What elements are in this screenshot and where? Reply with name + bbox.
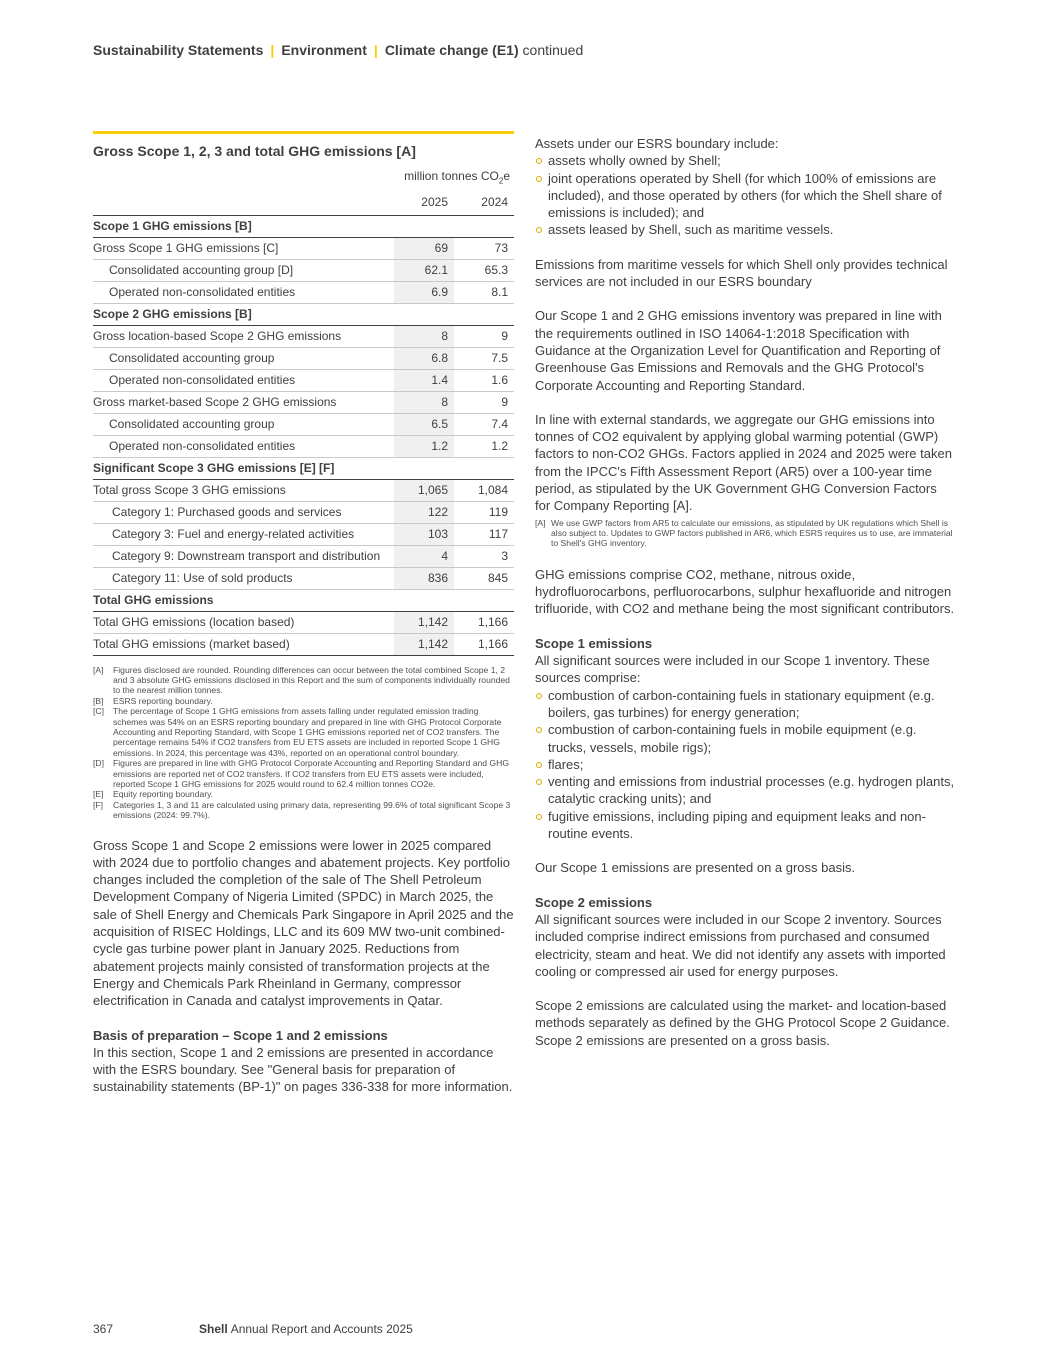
scope2-methods-paragraph: Scope 2 emissions are calculated using the market- and location-based methods separately as defined by the GHG Protocol Scope 2 Guidance. Scope 2 emissions are presented on a gross basis. <box>535 998 950 1048</box>
scope1-sources-list <box>535 687 955 843</box>
table-row <box>93 545 514 567</box>
breadcrumb-continued: continued <box>522 42 584 58</box>
table-row <box>93 391 514 413</box>
value-2025: 1.4 <box>394 369 454 391</box>
value-2025 <box>394 215 454 237</box>
table-row <box>93 501 514 523</box>
value-2025: 4 <box>394 545 454 567</box>
row-label: Total gross Scope 3 GHG emissions <box>93 479 394 501</box>
value-2025: 1.2 <box>394 435 454 457</box>
row-label: Consolidated accounting group [D] <box>93 259 394 281</box>
value-2024: 9 <box>454 325 514 347</box>
row-label: Category 11: Use of sold products <box>93 567 394 589</box>
list-item: combustion of carbon-containing fuels in mobile equipment (e.g. trucks, vessels, mobile rigs); <box>535 721 955 756</box>
value-2024: 3 <box>454 545 514 567</box>
ghg-emissions-table <box>93 163 514 656</box>
value-2025: 836 <box>394 567 454 589</box>
row-label: Total GHG emissions (location based) <box>93 611 394 633</box>
breadcrumb-climate-change[interactable]: Climate change (E1) <box>384 42 519 58</box>
basis-heading: Basis of preparation – Scope 1 and 2 emissions <box>93 1027 388 1043</box>
value-2025: 8 <box>394 325 454 347</box>
scope2-heading: Scope 2 emissions <box>535 894 653 910</box>
table-section-row <box>93 589 514 611</box>
value-2024: 73 <box>454 237 514 259</box>
table-row <box>93 237 514 259</box>
value-2024: 119 <box>454 501 514 523</box>
row-label: Gross Scope 1 GHG emissions [C] <box>93 237 394 259</box>
basis-paragraph: In this section, Scope 1 and 2 emissions are presented in accordance with the ESRS boundary. See "General basis for preparation of sustainability statements (BP-1)" on pages 336-338 for more information. <box>93 1044 513 1095</box>
row-label: Operated non-consolidated entities <box>93 281 394 303</box>
row-label: Operated non-consolidated entities <box>93 369 394 391</box>
list-item: assets wholly owned by Shell; <box>535 152 955 169</box>
breadcrumb-separator: | <box>270 42 275 58</box>
table-row <box>93 435 514 457</box>
value-2025 <box>394 457 454 479</box>
inventory-paragraph: Our Scope 1 and 2 GHG emissions inventory was prepared in line with the requirements outlined in ISO 14064-1:2018 Specification with Guidance at the Organization Level for Quantification and Reporting of Greenhouse Gas Emissions and Removals and the GHG Protocol's Corporate Accounting and Reporting Standard. <box>535 308 942 393</box>
left-body <box>93 837 514 1096</box>
value-2025: 1,065 <box>394 479 454 501</box>
row-label: Category 1: Purchased goods and services <box>93 501 394 523</box>
value-2024: 1,166 <box>454 611 514 633</box>
value-2025: 6.5 <box>394 413 454 435</box>
value-2024: 1,166 <box>454 633 514 655</box>
value-2024: 8.1 <box>454 281 514 303</box>
value-2025: 8 <box>394 391 454 413</box>
row-label: Significant Scope 3 GHG emissions [E] [F] <box>93 457 394 479</box>
list-item: combustion of carbon-containing fuels in stationary equipment (e.g. boilers, gas turbines) for energy generation; <box>535 687 955 722</box>
note-b: [B] ESRS reporting boundary. <box>93 695 213 706</box>
value-2024: 1,084 <box>454 479 514 501</box>
table-section-row <box>93 303 514 325</box>
value-2024: 65.3 <box>454 259 514 281</box>
gwp-footnote: [A] We use GWP factors from AR5 to calculate our emissions, as stipulated by UK regulations which Shell is also subject to. Updates to GWP factors published in AR6, which ESRS requires us to use, are immaterial to Shell's GHG inventory. <box>535 517 953 549</box>
value-2025: 103 <box>394 523 454 545</box>
value-2024: 1.6 <box>454 369 514 391</box>
value-2024 <box>454 215 514 237</box>
value-2024: 845 <box>454 567 514 589</box>
table-row <box>93 413 514 435</box>
page-number: 367 <box>93 1322 114 1336</box>
year-2025-header: 2025 <box>394 191 454 215</box>
row-label: Operated non-consolidated entities <box>93 435 394 457</box>
breadcrumb <box>93 42 583 58</box>
row-label: Gross market-based Scope 2 GHG emissions <box>93 391 394 413</box>
table-row <box>93 281 514 303</box>
list-item: joint operations operated by Shell (for which 100% of emissions are included), and those operated by others (for which the Shell share of emissions is included); and <box>535 170 955 222</box>
value-2024: 1.2 <box>454 435 514 457</box>
row-label: Total GHG emissions (market based) <box>93 633 394 655</box>
left-column <box>93 131 514 1096</box>
value-2025: 1,142 <box>394 633 454 655</box>
assets-intro: Assets under our ESRS boundary include: <box>535 136 779 151</box>
scope1-gross-paragraph: Our Scope 1 emissions are presented on a gross basis. <box>535 860 856 876</box>
accent-rule <box>93 131 514 134</box>
scope1-intro: All significant sources were included in our Scope 1 inventory. These sources comprise: <box>535 653 930 686</box>
value-2024: 7.5 <box>454 347 514 369</box>
table-section-row <box>93 215 514 237</box>
value-2024: 7.4 <box>454 413 514 435</box>
table-row <box>93 633 514 655</box>
value-2025: 122 <box>394 501 454 523</box>
table-row <box>93 325 514 347</box>
year-header-row <box>93 191 514 215</box>
row-label: Scope 1 GHG emissions [B] <box>93 215 394 237</box>
table-title: Gross Scope 1, 2, 3 and total GHG emissions [A] <box>93 143 416 159</box>
year-2024-header: 2024 <box>454 191 514 215</box>
page-footer <box>93 1322 413 1336</box>
table-row <box>93 567 514 589</box>
row-label: Scope 2 GHG emissions [B] <box>93 303 394 325</box>
row-label: Category 3: Fuel and energy-related activities <box>93 523 394 545</box>
table-row <box>93 347 514 369</box>
breadcrumb-sustainability[interactable]: Sustainability Statements <box>93 42 264 58</box>
table-row <box>93 369 514 391</box>
row-label: Total GHG emissions <box>93 589 394 611</box>
note-e: [E] Equity reporting boundary. <box>93 789 214 800</box>
row-label: Consolidated accounting group <box>93 413 394 435</box>
value-2024 <box>454 457 514 479</box>
value-2024: 9 <box>454 391 514 413</box>
value-2025: 6.9 <box>394 281 454 303</box>
comprise-paragraph: GHG emissions comprise CO2, methane, nitrous oxide, hydrofluorocarbons, perfluorocarbons, sulphur hexafluoride and nitrogen trifluoride, with CO2 and methane being the most significant contributors. <box>535 566 955 617</box>
list-item: flares; <box>535 756 955 773</box>
value-2025: 1,142 <box>394 611 454 633</box>
report-title: Annual Report and Accounts 2025 <box>230 1322 413 1336</box>
table-notes <box>93 665 514 821</box>
table-row <box>93 523 514 545</box>
table-row <box>93 259 514 281</box>
value-2024: 117 <box>454 523 514 545</box>
table-row <box>93 611 514 633</box>
table-section-row <box>93 457 514 479</box>
aggregate-paragraph: In line with external standards, we aggregate our GHG emissions into tonnes of CO2 equivalent by applying global warming potential (GWP) factors to non-CO2 GHGs. Factors applied in 2024 and 2025 were taken from the IPCC's Fifth Assessment Report (AR5) over a 100-year time period, as stipulated by the UK Government GHG Conversion Factors for Company Reporting [A]. <box>535 411 952 514</box>
note-a: [A] Figures disclosed are rounded. Rounding differences can occur between the total combined Scope 1, 2 and 3 absolute GHG emissions disclosed in this Report and the sum of components individually rounded to the nearest million tonnes. <box>93 664 510 696</box>
row-label: Gross location-based Scope 2 GHG emissions <box>93 325 394 347</box>
scope1-heading: Scope 1 emissions <box>535 635 653 651</box>
note-f: [F] Categories 1, 3 and 11 are calculated using primary data, representing 99.6% of total significant Scope 3 emissions (2024: 99.7%). <box>93 799 511 821</box>
note-c: [C] The percentage of Scope 1 GHG emissions from assets falling under regulated emission trading schemes was 54% on an ESRS reporting boundary and prepared in line with GHG Protocol Corporate Accounting and Reporting Standard, with Scope 1 GHG emissions reported net of CO2 transfers. The percentage remains 54% if CO2 transfers from EU ETS assets are included in reported Scope 1 GHG emissions. In 2024, this percentage was 43%, reported on an operational control boundary. <box>93 706 502 758</box>
assets-list <box>535 152 955 238</box>
value-2025 <box>394 589 454 611</box>
brand-name: Shell <box>199 1322 228 1336</box>
scope2-paragraph: All significant sources were included in our Scope 2 inventory. Sources included comprise indirect emissions from purchased and consumed electricity, steam and heat. We did not identify any assets with imported cooling or compressed air used for energy purposes. <box>535 911 946 979</box>
value-2025: 69 <box>394 237 454 259</box>
row-label: Category 9: Downstream transport and distribution <box>93 545 394 567</box>
value-2025 <box>394 303 454 325</box>
value-2025: 6.8 <box>394 347 454 369</box>
unit-label: million tonnes $CO_2e$ <box>404 168 510 185</box>
right-column <box>535 135 955 1049</box>
list-item: assets leased by Shell, such as maritime vessels. <box>535 221 955 238</box>
list-item: venting and emissions from industrial processes (e.g. hydrogen plants, catalytic cracking units); and <box>535 773 955 808</box>
breadcrumb-environment[interactable]: Environment <box>281 42 367 58</box>
row-label: Consolidated accounting group <box>93 347 394 369</box>
note-d: [D] Figures are prepared in line with GHG Protocol Corporate Accounting and Reporting Standard and GHG emissions are reported net of CO2 transfers. If CO2 transfers from EU ETS assets were included, reported Scope 1 GHG emissions for 2025 would round to 62.4 million tonnes CO2e. <box>93 758 510 789</box>
unit-row <box>93 163 514 191</box>
value-2025: 62.1 <box>394 259 454 281</box>
table-row <box>93 479 514 501</box>
breadcrumb-separator: | <box>373 42 378 58</box>
footer-brand <box>199 1322 413 1336</box>
portfolio-paragraph: Gross Scope 1 and Scope 2 emissions were lower in 2025 compared with 2024 due to portfolio changes and abatement projects. Key portfolio changes included the completion of the sale of The Shell Petroleum Development Company of Nigeria Limited (SPDC) in March 2025, the sale of Shell Energy and Chemicals Park Singapore in April 2025 and the acquisition of RISEC Holdings, LLC and its 609 MW two-unit combined-cycle gas turbine power plant in January 2025. Reductions from abatement projects mainly consisted of transformation projects at the Energy and Chemicals Park Rheinland in Germany, compressor electrification in Canada and catalyst improvements in Qatar. <box>93 837 514 1009</box>
maritime-paragraph: Emissions from maritime vessels for which Shell only provides technical services are not included in our ESRS boundary <box>535 256 948 290</box>
value-2024 <box>454 589 514 611</box>
list-item: fugitive emissions, including piping and equipment leaks and non-routine events. <box>535 808 955 843</box>
value-2024 <box>454 303 514 325</box>
